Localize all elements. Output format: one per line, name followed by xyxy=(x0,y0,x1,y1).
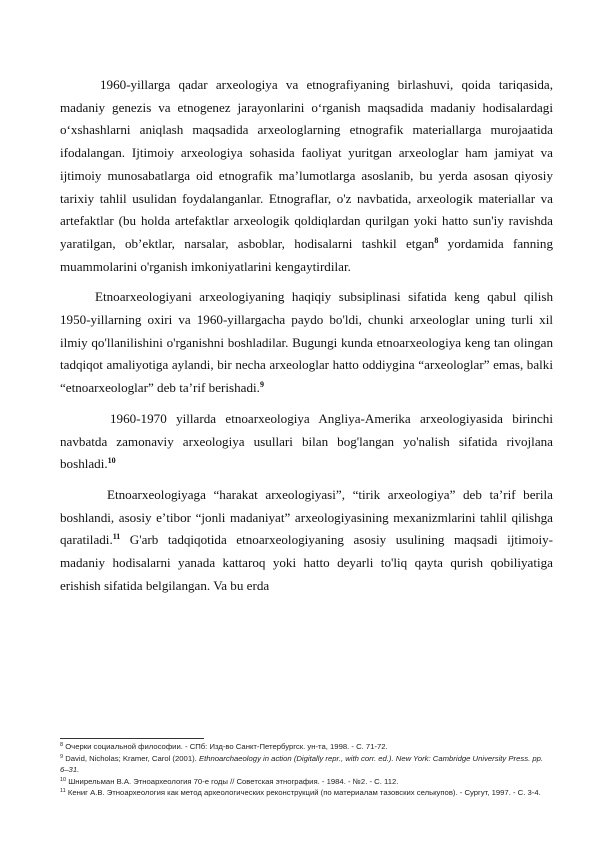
footnote-number: 11 xyxy=(60,788,66,795)
footnote-text: David, Nicholas; Kramer, Carol (2001). xyxy=(65,753,199,763)
footnote-ref-9[interactable]: 9 xyxy=(259,380,264,390)
footnote-ref-8[interactable]: 8 xyxy=(434,235,439,245)
footnote-number: 10 xyxy=(60,776,67,783)
body-text xyxy=(60,74,553,605)
paragraph-4 xyxy=(60,484,553,598)
paragraph-3-text: 1960-1970 yillarda etnoarxeologiya Angliya-Amerika arxeologiyasida birinchi navbatda zamonaviy arxeologiya usullari bilan bog'langan yo'nalish sifatida rivojlana boshladi. xyxy=(60,410,553,472)
paragraph-1-text-b: yordamida fanning muammolarini o'rganish imkoniyatlarini kengaytirdilar. xyxy=(60,235,553,274)
footnote-11 xyxy=(60,787,553,799)
paragraph-2 xyxy=(60,286,553,400)
footnote-number: 9 xyxy=(60,753,64,760)
footnote-number: 8 xyxy=(60,742,64,748)
footnote-separator xyxy=(60,738,204,739)
footnote-ref-11[interactable]: 11 xyxy=(112,532,121,542)
footnote-text: Кениг А.В. Этноархеология как метод археологических реконструкций (по материалам тазовских селькупов). - Сургут, 1997. - С. 3-4. xyxy=(67,788,541,798)
paragraph-4-text-a: Etnoarxeologiyaga “harakat arxeologiyasi”, “tirik arxeologiya” deb taʼrif berila boshlandi, asosiy eʼtibor “jonli madaniyat” arxeologiyasining mexanizmlarini tahlil qilishga qaratiladi. xyxy=(60,486,553,548)
paragraph-1-text-a: 1960-yillarga qadar arxeologiya va etnografiyaning birlashuvi, qoida tariqasida, madaniy genezis va etnogenez jarayonlarini oʻrganish maqsadida madaniy hodisalardagi oʻxshashlarni aniqlash maqsadida arxeologlarning etnografik materiallarga murojaatida ifodalangan. Ijtimoiy arxeologiya sohasida faoliyat yuritgan arxeologlar ham jamiyat va ijtimoiy munosabatlarga oid etnografik maʼlumotlarga asoslanib, bu yerda asosan qiyosiy tarixiy tahlil usulidan foydalanganlar. Etnograflar, o'z navbatida, arxeologik materiallar va artefaktlar (bu holda artefaktlar arxeologik qoldiqlardan qurilgan yoki hatto sun'iy ravishda yaratilgan, obʼektlar, narsalar, asboblar, hodisalarni tashkil etgan xyxy=(60,77,553,251)
footnote-10 xyxy=(60,776,553,788)
footnote-ref-10[interactable]: 10 xyxy=(107,456,116,466)
paragraph-2-text: Etnoarxeologiyani arxeologiyaning haqiqiy subsiplinasi sifatida keng qabul qilish 1950-yillarning oxiri va 1960-yillargacha paydo bo'ldi, chunki arxeologlar uning turli xil ilmiy qo'llanilishini o'rganishni boshladilar. Bugungi kunda etnoarxeologiya keng tan olingan tadqiqot amaliyotiga aylandi, bir necha arxeologlar hatto oddiygina “arxeologlar” emas, balki “etnoarxeologlar” deb taʼrif berishadi. xyxy=(60,289,553,396)
footnote-text: Очерки социальной философии. - СПб: Изд-во Санкт-Петербургск. ун-та, 1998. - С. 71-72. xyxy=(65,742,388,751)
paragraph-1 xyxy=(60,74,553,278)
footnote-9 xyxy=(60,753,553,776)
footnote-8 xyxy=(60,741,553,753)
footnote-text: Шнирельман В.А. Этноархеология 70-е годы // Советская этнография. - 1984. - №2. - С. 112. xyxy=(68,776,399,786)
footnote-italic-text: Ethnoarchaeology in action (Digitally repr., with corr. ed.). New York: Cambridge University Press. pp. 6–31. xyxy=(60,753,544,775)
footnotes xyxy=(60,741,553,799)
paragraph-4-text-b: G'arb tadqiqotida etnoarxeologiyaning asosiy usulining maqsadi ijtimoiy-madaniy hodisalarni yanada kattaroq yoki hatto deyarli to'liq qayta qurish qobiliyatiga erishish sifatida belgilangan. Va bu erda xyxy=(60,532,553,593)
paragraph-3 xyxy=(60,408,553,476)
